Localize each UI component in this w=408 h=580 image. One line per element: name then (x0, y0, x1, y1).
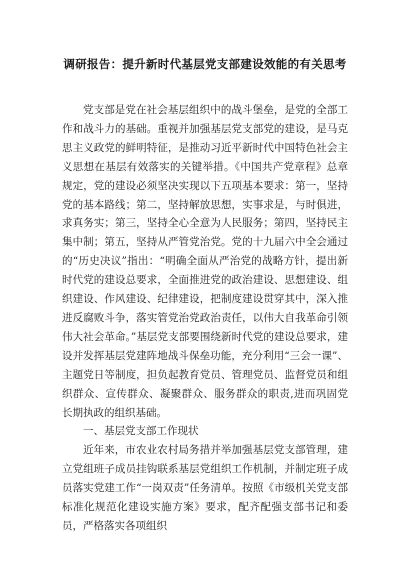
document-title: 调研报告：提升新时代基层党支部建设效能的有关思考 (63, 57, 347, 71)
section-paragraph: 近年来，市农业农村局务措并举加强基层党支部管理，建立党组班子成员挂钩联系基层党组织工作机制，并制定班子成员落实党建工作“一岗双责”任务清单。按照《市级机关党支部标准化规范化建设实施方案》要求，配齐配强支部书记和委员，严格落实各项组织 (62, 444, 348, 532)
section-heading: 一、基层党支部工作现状 (83, 425, 199, 438)
intro-paragraph: 党支部是党在社会基层组织中的战斗堡垒，是党的全部工作和战斗力的基础。重视并加强基层党支部党的建设，是马克思主义政党的鲜明特征，是推动习近平新时代中国特色社会主义思想在基层有效落实的关键举措。《中国共产党章程》总章规定，党的建设必须坚决实现以下五项基本要求：第一，坚持党的基本路线；第二，坚持解放思想，实事求是，与时俱进，求真务实；第三，坚持全心全意为人民服务；第四，坚持民主集中制；第五，坚持从严管党治党。党的十九届六中全会通过的“历史决议”指出：“明确全面从严治党的战略方针，提出新时代党的建设总要求，全面推进党的政治建设、思想建设、组织建设、作风建设、纪律建设，把制度建设贯穿其中，深入推进反腐败斗争，落实管党治党政治责任，以伟大自我革命引领伟大社会革命。”基层党支部要围绕新时代党的建设总要求，建设并发挥基层党建阵地战斗保垒功能，充分利用“三会一课”、主题党日等制度，担负起教育党员、管理党员、监督党员和组织群众、宣传群众、凝聚群众、服务群众的职责,进而巩固党长期执政的组织基础。 (62, 104, 348, 419)
